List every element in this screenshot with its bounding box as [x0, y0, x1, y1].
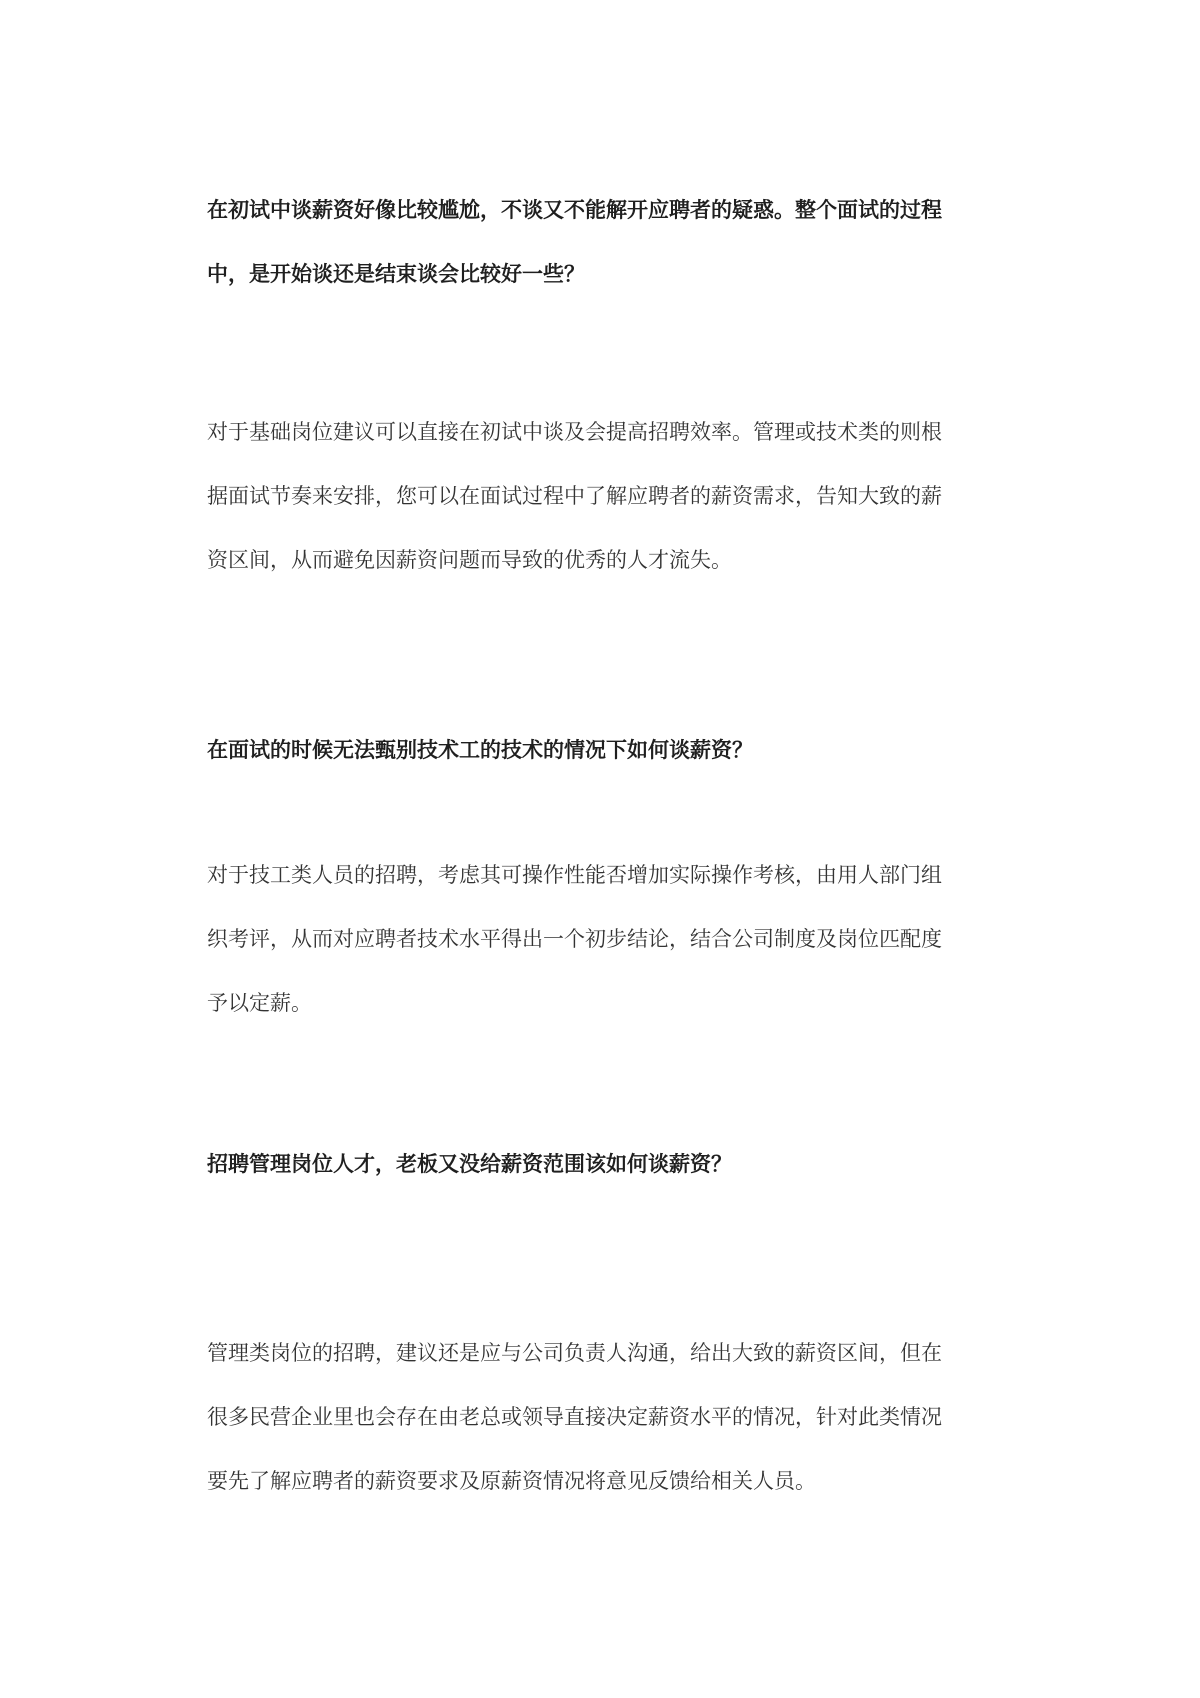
answer-1-line-3: 资区间，从而避免因薪资问题而导致的优秀的人才流失。	[207, 548, 732, 572]
answer-2	[207, 843, 1007, 1035]
question-1-line-2: 中，是开始谈还是结束谈会比较好一些？	[207, 262, 585, 286]
answer-3-line-2: 很多民营企业里也会存在由老总或领导直接决定薪资水平的情况，针对此类情况	[207, 1405, 942, 1429]
question-2-line-1: 在面试的时候无法甄别技术工的技术的情况下如何谈薪资？	[207, 738, 753, 762]
answer-1	[207, 400, 1007, 592]
answer-3	[207, 1321, 1007, 1513]
question-3-line-1: 招聘管理岗位人才，老板又没给薪资范围该如何谈薪资？	[207, 1152, 732, 1176]
answer-3-line-1: 管理类岗位的招聘，建议还是应与公司负责人沟通，给出大致的薪资区间，但在	[207, 1341, 942, 1365]
answer-2-line-3: 予以定薪。	[207, 991, 312, 1015]
answer-3-line-3: 要先了解应聘者的薪资要求及原薪资情况将意见反馈给相关人员。	[207, 1469, 816, 1493]
question-2	[207, 718, 1007, 782]
question-1-line-1: 在初试中谈薪资好像比较尴尬，不谈又不能解开应聘者的疑惑。整个面试的过程	[207, 198, 942, 222]
answer-1-line-1: 对于基础岗位建议可以直接在初试中谈及会提高招聘效率。管理或技术类的则根	[207, 420, 942, 444]
answer-2-line-1: 对于技工类人员的招聘，考虑其可操作性能否增加实际操作考核，由用人部门组	[207, 863, 942, 887]
question-3	[207, 1132, 1007, 1196]
answer-2-line-2: 织考评，从而对应聘者技术水平得出一个初步结论，结合公司制度及岗位匹配度	[207, 927, 942, 951]
answer-1-line-2: 据面试节奏来安排，您可以在面试过程中了解应聘者的薪资需求，告知大致的薪	[207, 484, 942, 508]
question-1	[207, 178, 1007, 306]
